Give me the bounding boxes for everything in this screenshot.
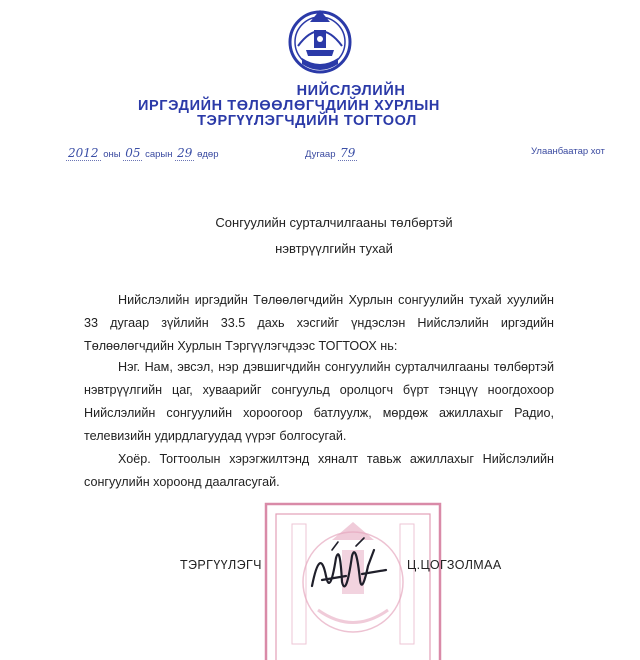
number-value: 79 <box>340 146 356 160</box>
title-line-2: нэвтрүүлгийн тухай <box>275 241 393 256</box>
number-label: Дугаар <box>305 149 336 160</box>
paragraph-one-text: Нэг. Нам, эвсэл, нэр дэвшигчдийн сонгуулийн сурталчилгааны төлбөртэй нэвтрүүлгийн цаг, хуваарийг сонгуульд оролцогч бүрт тэнцүү ноогдохоор Нийслэлийн сонгуулийн хороогоор батлуулж, мөрдөж ажиллахыг Радио, телевизийн удирдлагуудад үүрэг болгосугай. <box>84 360 554 443</box>
header-line-3: ТЭРГҮҮЛЭГЧДИЙН ТОГТООЛ <box>197 113 417 129</box>
date-year: 2012 <box>68 146 99 160</box>
header-line-2: ИРГЭДИЙН ТӨЛӨӨЛӨГЧДИЙН ХУРЛЫН <box>137 98 441 114</box>
paragraph-intro-text: Нийслэлийн иргэдийн Төлөөлөгчдийн Хурлын сонгуулийн тухай хуулийн 33 дугаар зүйлийн 33.5 дахь хэсгийг үндэслэн Нийслэлийн иргэдийн Төлөөлөгчдийн Хурлын Тэргүүлэгчдээс ТОГТООХ нь: <box>84 293 554 353</box>
state-emblem-icon <box>288 6 352 76</box>
date-month-suffix: сарын <box>145 149 173 160</box>
paragraph-one <box>84 356 554 448</box>
handwritten-signature-icon <box>302 536 394 606</box>
title-line-1: Сонгуулийн сурталчилгааны төлбөртэй <box>215 215 453 230</box>
date-block <box>66 146 218 161</box>
paragraph-two-text: Хоёр. Тогтоолын хэрэгжилтэнд хяналт тавьж ажиллахыг Нийслэлийн сонгуулийн хороонд даалгасугай. <box>84 452 554 489</box>
date-day-suffix: өдөр <box>197 149 219 160</box>
date-year-suffix: оны <box>103 149 121 160</box>
signatory-name: Ц.ЦОГЗОЛМАА <box>407 558 502 572</box>
city-label: Улаанбаатар хот <box>531 146 605 157</box>
paragraph-intro <box>84 289 554 358</box>
document-number <box>305 146 357 161</box>
header-line-1: НИЙСЛЭЛИЙН <box>296 83 406 99</box>
signatory-title: ТЭРГҮҮЛЭГЧ <box>180 558 262 572</box>
date-month: 05 <box>125 146 141 160</box>
date-day: 29 <box>177 146 193 160</box>
paragraph-two <box>84 448 554 494</box>
